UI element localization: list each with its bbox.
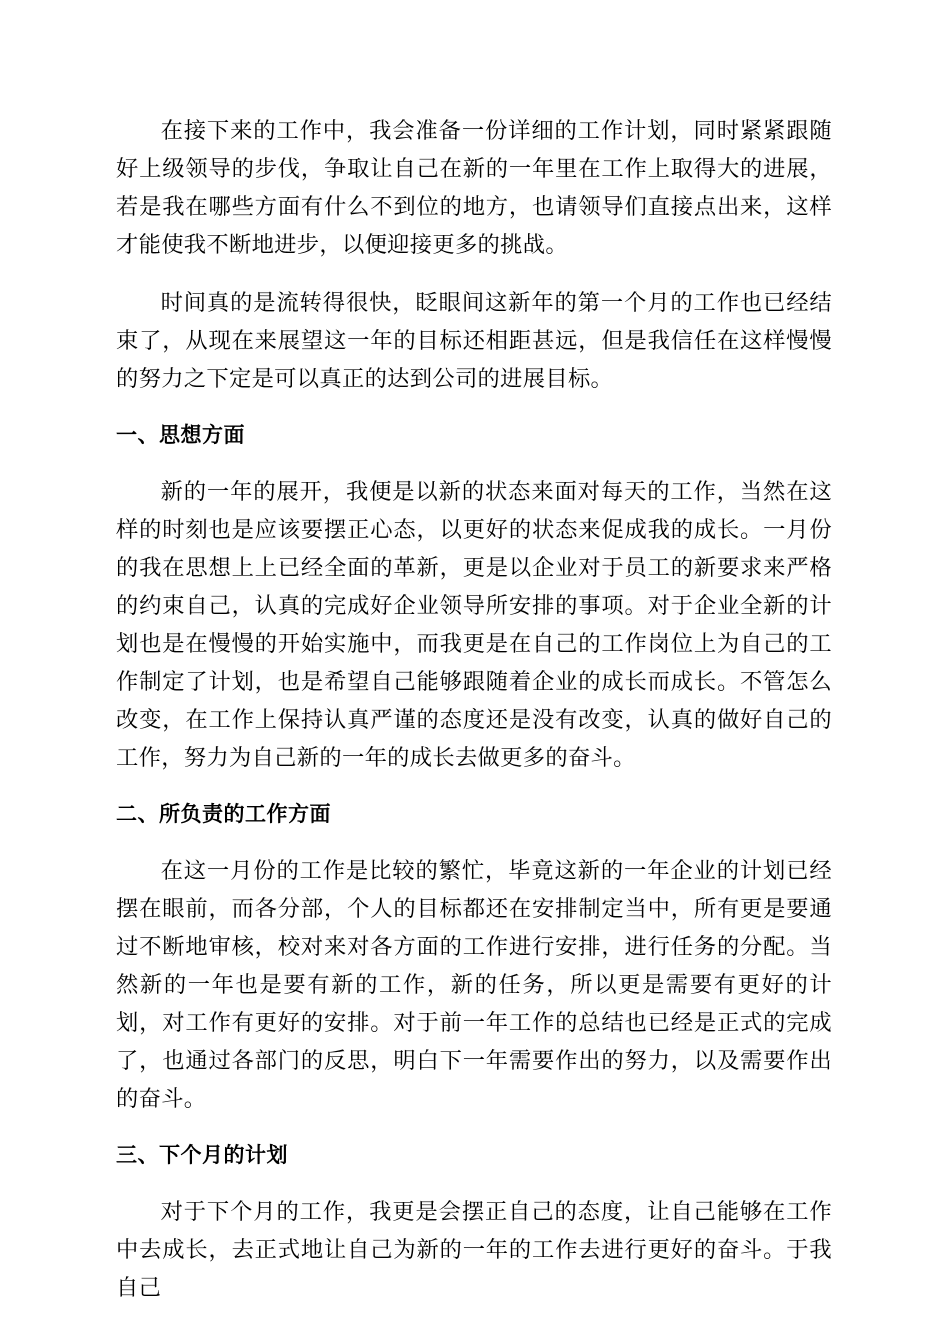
section-heading-plan: 三、下个月的计划 [116,1143,288,1167]
section-body-plan: 对于下个月的工作，我更是会摆正自己的态度，让自己能够在工作中去成长，去正式地让自己为新的一年的工作去进行更好的奋斗。于我自己 [116,1199,832,1301]
intro-paragraph-2: 时间真的是流转得很快，眨眼间这新年的第一个月的工作也已经结束了，从现在来展望这一年的目标还相距甚远，但是我信任在这样慢慢的努力之下定是可以真正的达到公司的进展目标。 [116,290,832,392]
section-body-work: 在这一月份的工作是比较的繁忙，毕竟这新的一年企业的计划已经摆在眼前，而各分部，个人的目标都还在安排制定当中，所有更是要通过不断地审核，校对来对各方面的工作进行安排，进行任务的分配。当然新的一年也是要有新的工作，新的任务，所以更是需要有更好的计划，对工作有更好的安排。对于前一年工作的总结也已经是正式的完成了，也通过各部门的反思，明白下一年需要作出的努力，以及需要作出的奋斗。 [116,858,832,1112]
section-body-thought: 新的一年的展开，我便是以新的状态来面对每天的工作，当然在这样的时刻也是应该要摆正心态，以更好的状态来促成我的成长。一月份的我在思想上上已经全面的革新，更是以企业对于员工的新要求来严格的约束自己，认真的完成好企业领导所安排的事项。对于企业全新的计划也是在慢慢的开始实施中，而我更是在自己的工作岗位上为自己的工作制定了计划，也是希望自己能够跟随着企业的成长而成长。不管怎么改变，在工作上保持认真严谨的态度还是没有改变，认真的做好自己的工作，努力为自己新的一年的成长去做更多的奋斗。 [116,479,832,771]
document-page [116,112,832,1327]
section-heading-work: 二、所负责的工作方面 [116,802,331,826]
intro-paragraph-1: 在接下来的工作中，我会准备一份详细的工作计划，同时紧紧跟随好上级领导的步伐，争取让自己在新的一年里在工作上取得大的进展，若是我在哪些方面有什么不到位的地方，也请领导们直接点出来，这样才能使我不断地进步，以便迎接更多的挑战。 [116,118,832,258]
section-heading-thought: 一、思想方面 [116,423,245,447]
